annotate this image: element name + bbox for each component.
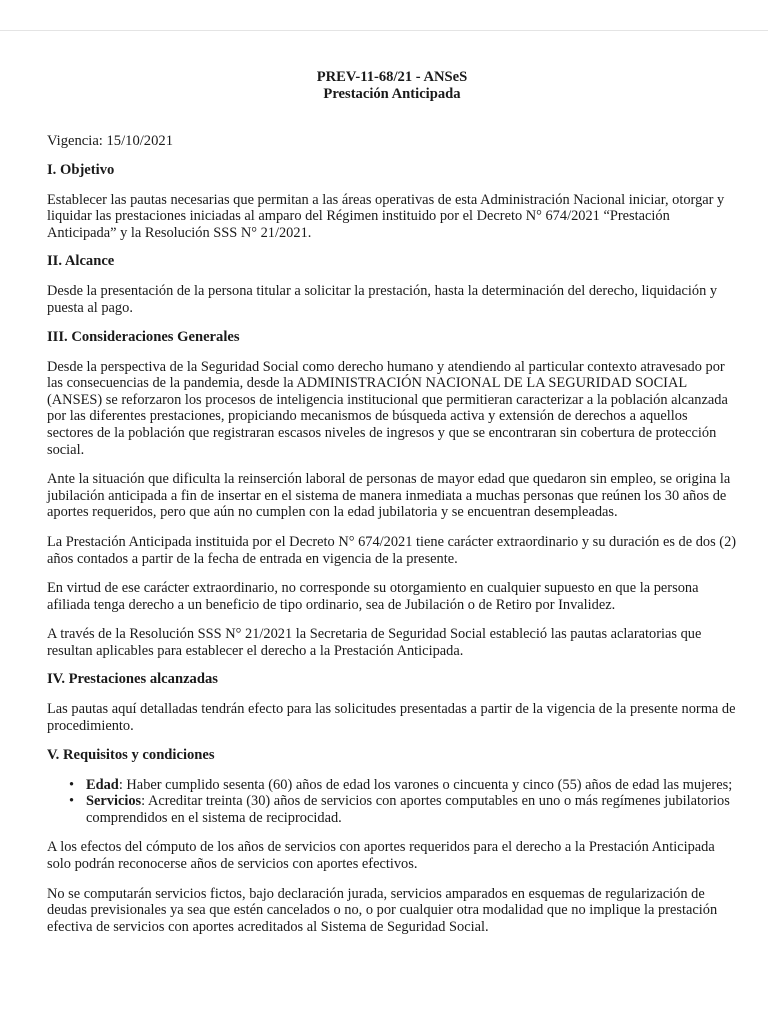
item-text: : Acreditar treinta (30) años de servicios con aportes computables en uno o más regímenes jubilatorios comprendidos en el sistema de reciprocidad.: [86, 793, 730, 826]
paragraph-consideraciones-2: Ante la situación que dificulta la reinserción laboral de personas de mayor edad que quedaron sin empleo, se origina la jubilación anticipada a fin de insertar en el sistema de manera inmediata a muchas personas que reúnen los 30 años de aportes requeridos, pero que aún no cumplen con la edad jubilatoria y se encuentran desempleadas.: [47, 471, 731, 521]
heading-alcance: II. Alcance: [47, 253, 115, 270]
paragraph-consideraciones-5: A través de la Resolución SSS N° 21/2021 la Secretaria de Seguridad Social estableció las pautas aclaratorias que resultan aplicables para establecer el derecho a la Prestación Anticipada.: [47, 626, 702, 659]
top-divider: [0, 30, 768, 31]
paragraph-consideraciones-1: Desde la perspectiva de la Seguridad Social como derecho humano y atendiendo al particular contexto atravesado por las consecuencias de la pandemia, desde la ADMINISTRACIÓN NACIONAL DE LA SEGURIDAD SOCIAL (ANSES) se reforzaron los procesos de inteligencia institucional que permitieran caracterizar a la población alcanzada por las diferentes prestaciones, propiciando mecanismos de búsqueda activa y extensión de derechos a aquellos sectores de la población que registraran escasos niveles de ingresos y que se encontraran sin cobertura de protección social.: [47, 358, 728, 458]
title-code: PREV-11-68/21 - ANSeS: [316, 69, 468, 85]
item-label: Servicios: [86, 793, 142, 810]
list-item-edad: [69, 776, 737, 794]
vigencia-date: Vigencia: 15/10/2021: [47, 133, 173, 149]
paragraph-consideraciones-3: La Prestación Anticipada instituida por el Decreto N° 674/2021 tiene carácter extraordinario y su duración es de dos (2) años contados a partir de la fecha de entrada en vigencia de la presente.: [47, 533, 737, 567]
bullet-icon: •: [69, 793, 75, 810]
item-label: Edad: [86, 776, 119, 793]
document-title: [47, 69, 737, 103]
item-text: : Haber cumplido sesenta (60) años de edad los varones o cincuenta y cinco (55) años de edad las mujeres;: [118, 776, 733, 793]
paragraph-requisitos-1: A los efectos del cómputo de los años de servicios con aportes requeridos para el derecho a la Prestación Anticipada solo podrán reconocerse años de servicios con aportes efectivos.: [47, 839, 715, 873]
list-item-servicios: [69, 793, 737, 826]
heading-prestaciones: IV. Prestaciones alcanzadas: [47, 671, 218, 688]
paragraph-consideraciones-4: En virtud de ese carácter extraordinario, no corresponde su otorgamiento en cualquier supuesto en que la persona afiliada tenga derecho a un beneficio de tipo ordinario, sea de Jubilación o de Retiro por Invalidez.: [47, 580, 699, 613]
bullet-icon: •: [69, 776, 75, 793]
document-body: [47, 69, 737, 935]
requisitos-list: [47, 777, 737, 827]
heading-consideraciones: III. Consideraciones Generales: [47, 328, 240, 345]
paragraph-alcance: Desde la presentación de la persona titular a solicitar la prestación, hasta la determinación del derecho, liquidación y puesta al pago.: [47, 283, 718, 316]
paragraph-objetivo: Establecer las pautas necesarias que permitan a las áreas operativas de esta Administración Nacional iniciar, otorgar y liquidar las prestaciones iniciadas al amparo del Régimen instituido por el Decreto N° 674/2021 “Prestación Anticipada” y la Resolución SSS N° 21/2021.: [47, 191, 725, 241]
heading-requisitos: V. Requisitos y condiciones: [47, 746, 215, 763]
paragraph-prestaciones: Las pautas aquí detalladas tendrán efecto para las solicitudes presentadas a partir de la vigencia de la presente norma de procedimiento.: [47, 701, 736, 735]
heading-objetivo: I. Objetivo: [47, 161, 115, 178]
title-subject: Prestación Anticipada: [323, 86, 461, 102]
paragraph-requisitos-2: No se computarán servicios fictos, bajo declaración jurada, servicios amparados en esquemas de regularización de deudas previsionales ya sea que estén cancelados o no, o por cualquier otra modalidad que no implique la prestación efectiva de servicios con aportes acreditados al Sistema de Seguridad Social.: [47, 885, 718, 935]
